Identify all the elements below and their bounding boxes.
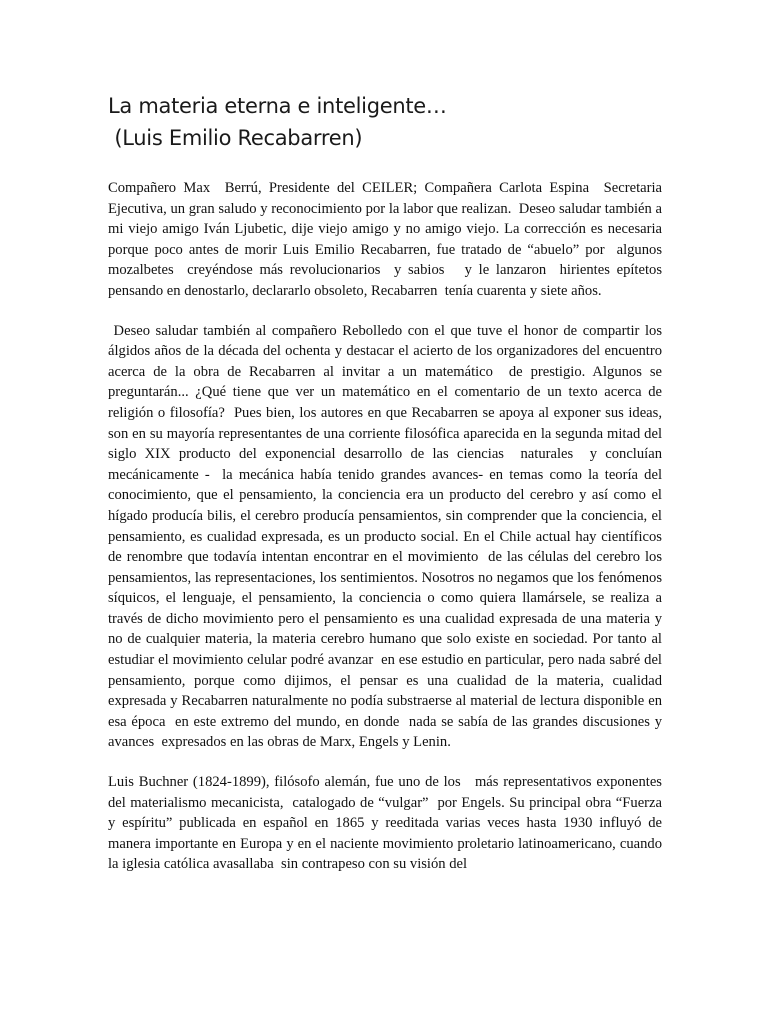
paragraph-rebolledo: Deseo saludar también al compañero Rebolledo con el que tuve el honor de compartir los álgidos años de la década del ochenta y destacar el acierto de los organizadores del encuentro acerca de la obra de Recabarren al invitar a un matemático de prestigio. Algunos se preguntarán... ¿Qué tiene que ver un matemático en el comentario de un texto acerca de religión o filosofía? Pues bien, los autores en que Recabarren se apoya al exponer sus ideas, son en su mayoría representantes de una corriente filosófica aparecida en la segunda mitad del siglo XIX producto del exponencial desarrollo de las ciencias naturales y concluían mecánicamente - la mecánica había tenido grandes avances- en temas como la teoría del conocimiento, que el pensamiento, la conciencia era un producto del cerebro y así como el hígado producía bilis, el cerebro producía pensamientos, sin comprender que la conciencia, el pensamiento, es cualidad expresada, es un producto social. En el Chile actual hay científicos de renombre que todavía intentan encontrar en el movimiento de las células del cerebro los pensamientos, las representaciones, los sentimientos. Nosotros no negamos que los fenómenos síquicos, el lenguaje, el pensamiento, la conciencia o como quiera llamársele, se realiza a través de dicho movimiento pero el pensamiento es una cualidad expresada de una materia y no de cualquier materia, la materia cerebro humano que solo existe en sociedad. Por tanto al estudiar el movimiento celular podré avanzar en ese estudio en particular, pero nada sabré del pensamiento, porque como dijimos, el pensar es una cualidad de la materia, cualidad expresada y Recabarren naturalmente no podía substraerse al material de lectura disponible en esa época en este extremo del mundo, en donde nada se sabía de las grandes discusiones y avances expresados en las obras de Marx, Engels y Lenin. (108, 322, 666, 751)
title-line-1: La materia eterna e inteligente… (108, 94, 447, 118)
document-page (108, 90, 666, 875)
document-title (108, 90, 662, 154)
title-line-2: (Luis Emilio Recabarren) (108, 126, 363, 150)
paragraph-greetings: Compañero Max Berrú, Presidente del CEILER; Compañera Carlota Espina Secretaria Ejecutiva, un gran saludo y reconocimiento por la labor que realizan. Deseo saludar también a mi viejo amigo Iván Ljubetic, dije viejo amigo y no amigo viejo. La corrección es necesaria porque poco antes de morir Luis Emilio Recabarren, fue tratado de “abuelo” por algunos mozalbetes creyéndose más revolucionarios y sabios y le lanzaron hirientes epítetos pensando en denostarlo, declararlo obsoleto, Recabarren tenía cuarenta y siete años. (108, 180, 666, 299)
paragraph-buchner: Luis Buchner (1824-1899), filósofo alemán, fue uno de los más representativos exponentes del materialismo mecanicista, catalogado de “vulgar” por Engels. Su principal obra “Fuerza y espíritu” publicada en español en 1865 y reeditada varias veces hasta 1930 influyó de manera importante en Europa y en el naciente movimiento proletario latinoamericano, cuando la iglesia católica avasallaba sin contrapeso con su visión del (108, 774, 666, 873)
